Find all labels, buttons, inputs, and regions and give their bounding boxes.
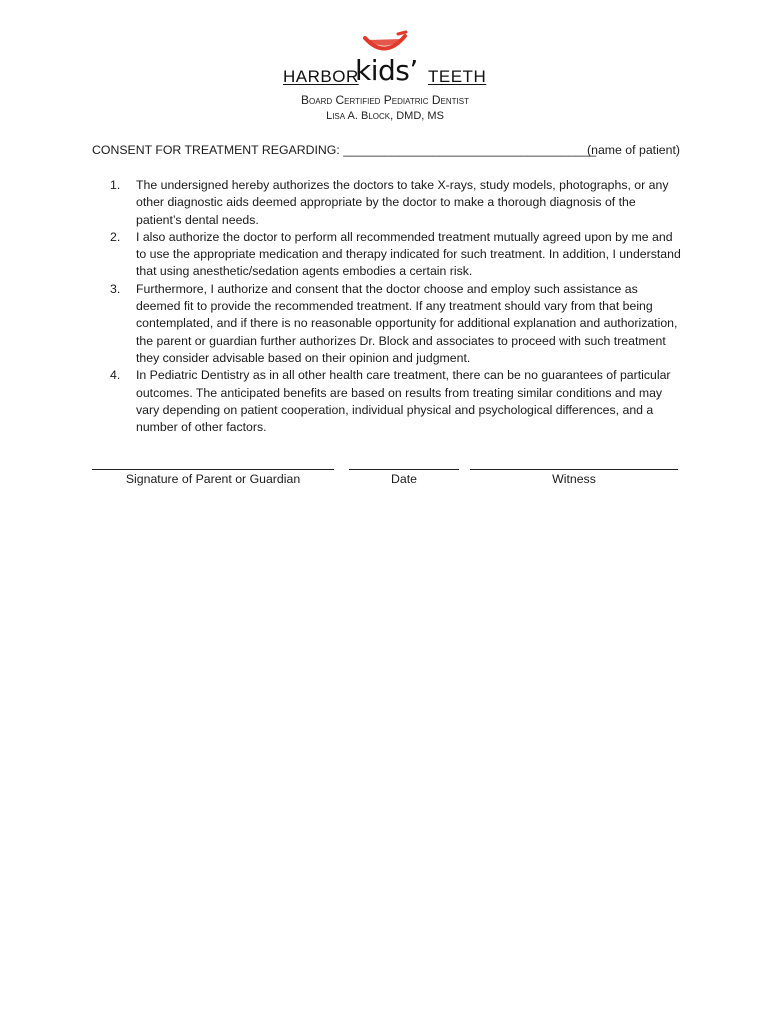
consent-term-item (110, 229, 682, 281)
signature-lines (92, 457, 682, 473)
brand-teeth: TEETH (428, 67, 487, 86)
parent-signature-field[interactable] (92, 457, 334, 470)
brand-kids: kids’ (355, 54, 418, 87)
consent-suffix: (name of patient) (587, 143, 680, 157)
term-number: 3. (110, 281, 121, 296)
term-number: 1. (110, 178, 121, 192)
practice-tagline: Board Certified Pediatric Dentist (301, 93, 469, 107)
brand-harbor: HARBOR (283, 67, 359, 86)
witness-signature-field[interactable] (470, 457, 678, 470)
practice-logo (0, 0, 770, 122)
term-text: Furthermore, I authorize and consent that the doctor choose and employ such assistance as deemed fit to provide the recommended treatment. If any treatment should vary from that being contemplated, and if there is no reasonable opportunity for additional explanation and authorization, the parent or guardian further authorizes Dr. Block and associates to proceed with such treatment they consider advisable based on their opinion and judgment. (136, 281, 678, 365)
term-text: I also authorize the doctor to perform all recommended treatment mutually agreed upon by me and to use the appropriate medication and therapy indicated for such treatment. In addition, I understand that using anesthetic/sedation agents embodies a certain risk. (136, 229, 681, 279)
term-text: In Pediatric Dentistry as in all other health care treatment, there can be no guarantees of particular outcomes. The anticipated benefits are based on results from treating similar conditions and may vary depending on patient cooperation, individual physical and psychological differences, and a number of other factors. (136, 368, 671, 435)
date-label: Date (391, 472, 417, 486)
doctor-name: Lisa A. Block, DMD, MS (326, 110, 444, 122)
consent-term-item (110, 281, 682, 367)
witness-label: Witness (552, 472, 596, 486)
consent-prefix: CONSENT FOR TREATMENT REGARDING: (92, 143, 340, 157)
consent-terms-list (92, 177, 682, 436)
date-field[interactable] (349, 457, 459, 470)
parent-signature-label: Signature of Parent or Guardian (125, 472, 301, 486)
consent-term-item (110, 367, 682, 436)
term-number: 2. (110, 229, 121, 244)
patient-name-field[interactable]: _____________________________________ (343, 143, 597, 157)
smile-icon (362, 30, 408, 56)
term-text: The undersigned hereby authorizes the doctors to take X-rays, study models, photographs, or any other diagnostic aids deemed appropriate by the doctor to make a thorough diagnosis of the patient’s dental needs. (136, 178, 669, 227)
consent-term-item (110, 177, 682, 229)
consent-heading (92, 143, 682, 157)
term-number: 4. (110, 368, 121, 383)
